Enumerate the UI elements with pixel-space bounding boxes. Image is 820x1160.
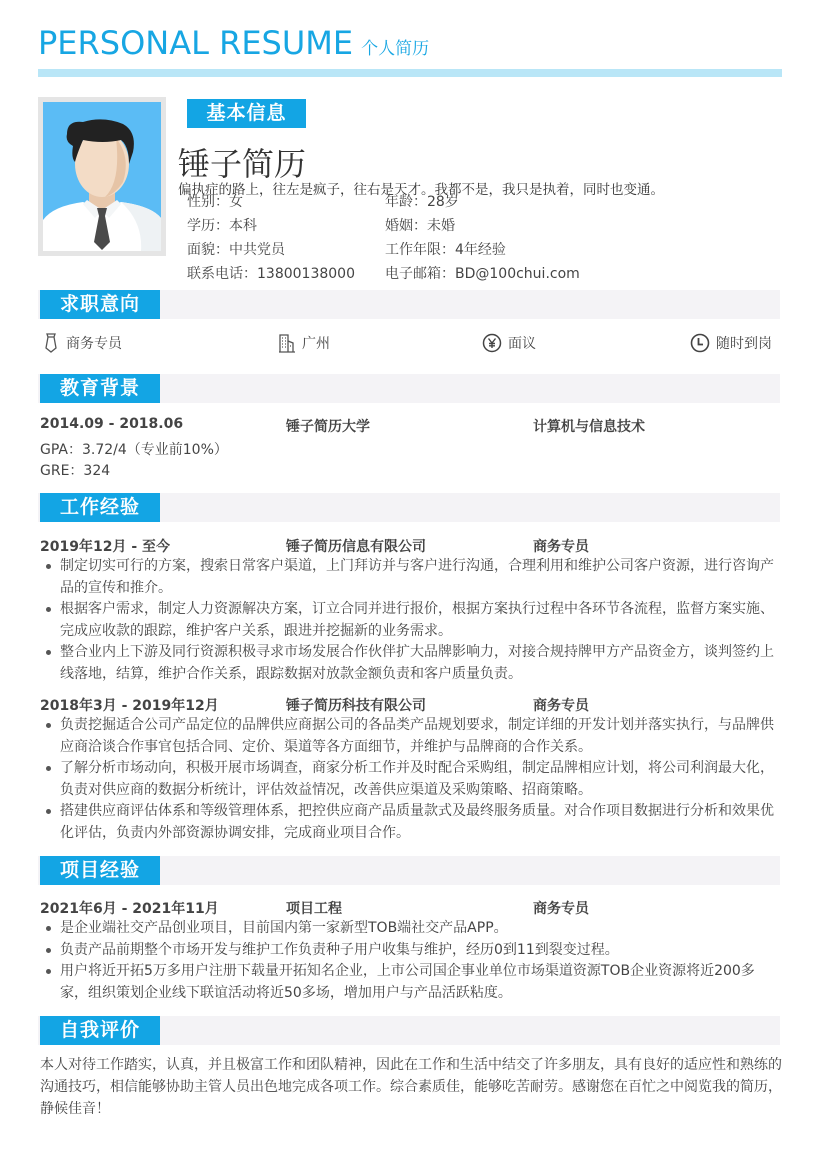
- clock-icon: [690, 333, 710, 353]
- avatar: [38, 97, 166, 256]
- section-label: 自我评价: [40, 1016, 160, 1045]
- info-email: 电子邮箱：BD@100chui.com: [385, 266, 580, 282]
- section-header-basic-info: 基本信息: [187, 99, 306, 128]
- section-header-self-evaluation: [38, 1016, 780, 1045]
- education-gpa: GPA：3.72/4（专业前10%）: [40, 442, 228, 458]
- list-item: 制定切实可行的方案，搜索日常客户渠道，上门拜访并与客户进行沟通，合理利用和维护公司客户资源，进行咨询产品的宣传和推介。: [40, 556, 782, 599]
- resume-header: [38, 24, 429, 62]
- info-education: 学历：本科: [187, 218, 257, 234]
- job-row: [40, 536, 780, 556]
- section-header-education: [38, 374, 780, 403]
- job-bullets: [40, 556, 782, 685]
- info-experience-years: 工作年限：4年经验: [385, 242, 506, 258]
- list-item: 根据客户需求，制定人力资源解决方案，订立合同并进行报价，根据方案执行过程中各环节各流程，监督方案实施、完成应收款的跟踪，维护客户关系，跟进并挖掘新的业务需求。: [40, 599, 782, 642]
- list-item: 负责产品前期整个市场开发与维护工作负责种子用户收集与维护，经历0到11到裂变过程。: [40, 940, 782, 962]
- job-bullets: [40, 715, 782, 844]
- candidate-name: 锤子简历: [178, 145, 307, 183]
- education-school: 锤子简历大学: [286, 419, 370, 435]
- basic-info-grid: [187, 192, 607, 288]
- list-item: 了解分析市场动向，积极开展市场调查，商家分析工作并及时配合采购组，制定品牌相应计划，将公司利润最大化，负责对供应商的数据分析统计，评估效益情况，改善供应渠道及采购策略、招商策略。: [40, 758, 782, 801]
- project-period: 2021年6月 - 2021年11月: [40, 901, 219, 917]
- intent-salary: [482, 333, 536, 353]
- avatar-illustration-icon: [43, 102, 161, 251]
- list-item: 用户将近开拓5万多用户注册下载量开拓知名企业，上市公司国企事业单位市场渠道资源TOB企业资源将近200多家，组织策划企业线下联谊活动将近50多场，增加用户与产品活跃粘度。: [40, 961, 782, 1004]
- list-item: 搭建供应商评估体系和等级管理体系，把控供应商产品质量款式及最终服务质量。对合作项目数据进行分析和效果优化评估，负责内外部资源协调安排，完成商业项目合作。: [40, 801, 782, 844]
- list-item: 是企业端社交产品创业项目，目前国内第一家新型TOB端社交产品APP。: [40, 918, 782, 940]
- education-period: 2014.09 - 2018.06: [40, 416, 184, 432]
- title-english: PERSONAL RESUME: [38, 24, 354, 62]
- section-header-job-intent: [38, 290, 780, 319]
- education-gre: GRE：324: [40, 463, 111, 479]
- project-bullets: [40, 918, 782, 1004]
- info-age: 年龄：28岁: [385, 194, 459, 210]
- intent-position-label: 商务专员: [66, 336, 122, 352]
- info-phone: 联系电话：13800138000: [187, 266, 355, 282]
- section-header-projects: [38, 856, 780, 885]
- intent-city: [278, 333, 330, 353]
- job-row: [40, 695, 780, 715]
- section-label: 工作经验: [40, 493, 160, 522]
- job-company: 锤子简历信息有限公司: [286, 539, 426, 555]
- job-company: 锤子简历科技有限公司: [286, 698, 426, 714]
- title-chinese: 个人简历: [361, 39, 430, 59]
- intent-availability: [690, 333, 772, 353]
- building-icon: [278, 333, 296, 353]
- self-evaluation-text: 本人对待工作踏实，认真，并且极富工作和团队精神，因此在工作和生活中结交了许多朋友，具有良好的适应性和熟练的沟通技巧，相信能够协助主管人员出色地完成各项工作。综合素质佳，能够吃苦耐劳。感谢您在百忙之中阅览我的简历，静候佳音！: [40, 1057, 782, 1117]
- job-period: 2019年12月 - 至今: [40, 539, 171, 555]
- motto: 偏执症的路上，往左是疯子，往右是天才。我都不是，我只是执着，同时也变通。: [178, 182, 664, 198]
- header-divider: [38, 69, 782, 77]
- job-period: 2018年3月 - 2019年12月: [40, 698, 219, 714]
- education-row: [40, 416, 780, 436]
- info-marital: 婚姻：未婚: [385, 218, 455, 234]
- project-row: [40, 898, 780, 918]
- yen-icon: [482, 333, 502, 353]
- intent-salary-label: 面议: [508, 336, 536, 352]
- section-label: 教育背景: [40, 374, 160, 403]
- job-role: 商务专员: [533, 698, 589, 714]
- intent-position: [42, 333, 122, 353]
- info-gender: 性别：女: [187, 194, 243, 210]
- list-item: 负责挖掘适合公司产品定位的品牌供应商据公司的各品类产品规划要求，制定详细的开发计划并落实执行，与品牌供应商洽谈合作事官包括合同、定价、渠道等各方面细节，并维护与品牌商的合作关系。: [40, 715, 782, 758]
- section-label: 求职意向: [40, 290, 160, 319]
- project-name: 项目工程: [286, 901, 342, 917]
- info-political: 面貌：中共党员: [187, 242, 285, 258]
- section-header-work: [38, 493, 780, 522]
- job-role: 商务专员: [533, 539, 589, 555]
- education-major: 计算机与信息技术: [533, 419, 645, 435]
- tie-icon: [42, 333, 60, 353]
- list-item: 整合业内上下游及同行资源积极寻求市场发展合作伙伴扩大品牌影响力，对接合规持牌甲方产品资金方，谈判签约上线落地，结算，维护合作关系，跟踪数据对放款金额负责和客户质量负责。: [40, 642, 782, 685]
- intent-city-label: 广州: [302, 336, 330, 352]
- intent-availability-label: 随时到岗: [716, 336, 772, 352]
- job-intent-row: [40, 333, 780, 357]
- section-label: 项目经验: [40, 856, 160, 885]
- project-role: 商务专员: [533, 901, 589, 917]
